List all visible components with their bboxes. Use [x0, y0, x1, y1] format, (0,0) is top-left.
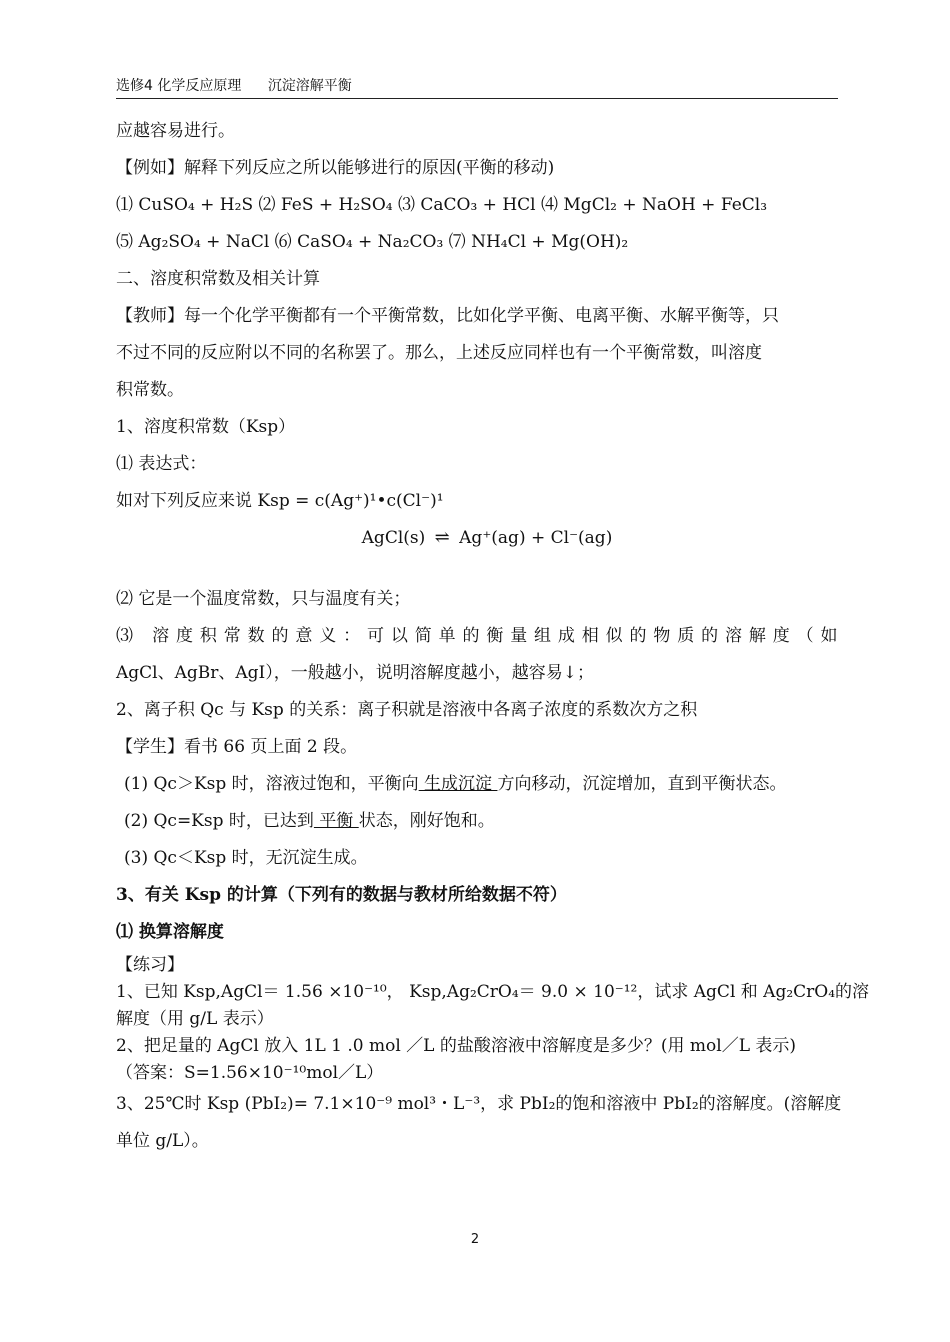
example-heading: 【例如】解释下列反应之所以能够进行的原因(平衡的移动)	[116, 158, 555, 178]
equation-left: AgCl(s)	[361, 528, 426, 548]
page-number: 2	[470, 1232, 480, 1247]
header-topic: 沉淀溶解平衡	[267, 78, 352, 94]
exercise-3-line-1: 3、25℃时 Ksp (PbI₂)= 7.1×10⁻⁹ mol³・L⁻³，求 PbI₂的饱和溶液中 PbI₂的溶解度。(溶解度	[116, 1094, 842, 1114]
reaction-list-1: ⑴ CuSO₄ + H₂S ⑵ FeS + H₂SO₄ ⑶ CaCO₃ + HCl ⑷ MgCl₂ + NaOH + FeCl₃	[116, 195, 768, 215]
condition-2-start: (2) Qc=Ksp 时，已达到	[124, 811, 314, 831]
teacher-paragraph-3: 积常数。	[116, 380, 184, 400]
qc-ksp-heading: 2、离子积 Qc 与 Ksp 的关系：离子积就是溶液中各离子浓度的系数次方之积	[116, 700, 698, 720]
expression-heading: ⑴ 表达式：	[116, 454, 207, 474]
equilibrium-equation	[116, 521, 838, 558]
reaction-list-2: ⑸ Ag₂SO₄ + NaCl ⑹ CaSO₄ + Na₂CO₃ ⑺ NH₄Cl + Mg(OH)₂	[116, 232, 629, 252]
temperature-note: ⑵ 它是一个温度常数，只与温度有关；	[116, 589, 411, 609]
condition-1	[116, 767, 838, 804]
exercise-2-line-1: 2、把足量的 AgCl 放入 1L 1 .0 mol ／L 的盐酸溶液中溶解度是多少？(用 mol／L 表示)	[116, 1036, 797, 1056]
meaning-line-1: ⑶ 溶度积常数的意义：可以简单的衡量组成相似的物质的溶解度（如	[116, 626, 838, 646]
exercise-2-answer: （答案：S=1.56×10⁻¹⁰mol／L）	[116, 1063, 384, 1083]
ksp-expression: 如对下列反应来说 Ksp = c(Ag⁺)¹•c(Cl⁻)¹	[116, 491, 444, 511]
condition-2	[116, 804, 838, 841]
solubility-heading: ⑴ 换算溶解度	[116, 922, 224, 942]
condition-2-blank: 平衡	[313, 811, 359, 831]
teacher-paragraph-2: 不过不同的反应附以不同的名称罢了。那么，上述反应同样也有一个平衡常数，叫溶度	[116, 343, 762, 363]
equilibrium-arrow-icon: ⇌	[434, 527, 450, 548]
calculation-heading: 3、有关 Ksp 的计算（下列有的数据与教材所给数据不符）	[116, 885, 567, 905]
condition-2-end: 状态，刚好饱和。	[358, 811, 495, 831]
section-heading: 二、溶度积常数及相关计算	[116, 269, 320, 289]
student-note: 【学生】看书 66 页上面 2 段。	[116, 737, 358, 757]
exercise-1-line-1: 1、已知 Ksp,AgCl＝ 1.56 ×10⁻¹⁰， Ksp,Ag₂CrO₄＝ 9.0 × 10⁻¹²，试求 AgCl 和 Ag₂CrO₄的溶	[116, 982, 870, 1002]
ksp-heading: 1、溶度积常数（Ksp）	[116, 417, 296, 437]
teacher-paragraph-1: 【教师】每一个化学平衡都有一个平衡常数，比如化学平衡、电离平衡、水解平衡等，只	[116, 306, 779, 326]
page-header	[116, 76, 838, 99]
page-content	[116, 114, 870, 1161]
equation-right: Ag⁺(ag) + Cl⁻(ag)	[459, 528, 613, 548]
condition-1-blank: 生成沉淀	[418, 774, 498, 794]
exercise-3-line-2: 单位 g/L）。	[116, 1131, 209, 1151]
exercise-1-line-2: 解度（用 g/L 表示）	[116, 1009, 274, 1029]
header-course: 选修4 化学反应原理	[116, 78, 242, 94]
spacer	[116, 558, 838, 582]
meaning-line-2: AgCl、AgBr、AgI），一般越小，说明溶解度越小，越容易↓；	[116, 663, 594, 683]
condition-3: (3) Qc＜Ksp 时，无沉淀生成。	[124, 848, 368, 868]
condition-1-start: (1) Qc＞Ksp 时，溶液过饱和，平衡向	[124, 774, 419, 794]
practice-heading: 【练习】	[116, 955, 184, 975]
text-line: 应越容易进行。	[116, 121, 235, 141]
condition-1-end: 方向移动，沉淀增加，直到平衡状态。	[497, 774, 787, 794]
